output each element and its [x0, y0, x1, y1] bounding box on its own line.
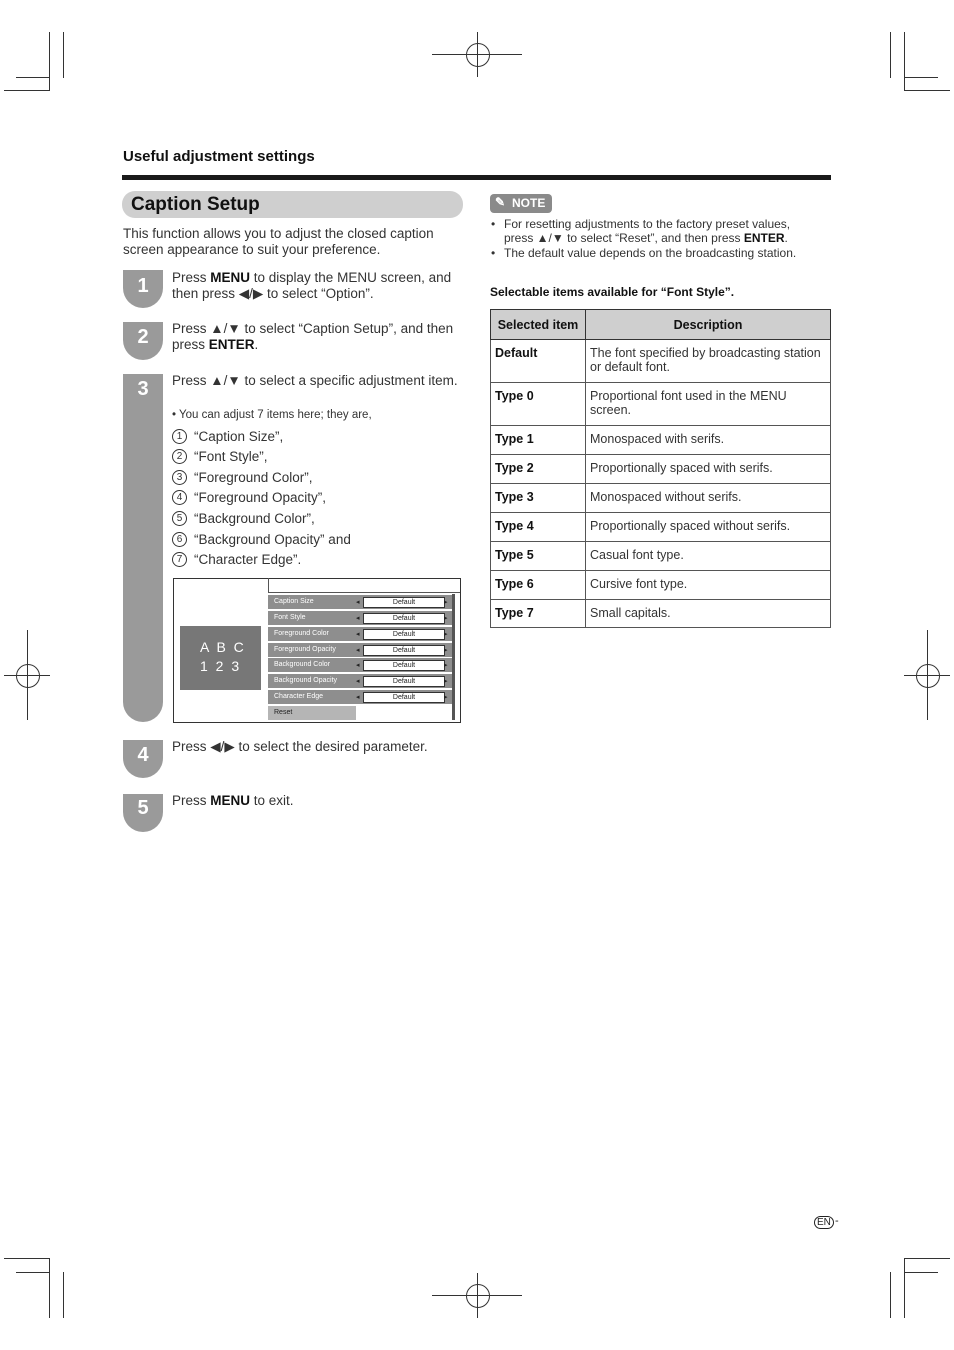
adjust-item: 5 “Background Color”,: [172, 511, 315, 526]
menu-row-background-opacity[interactable]: Background Opacity ◂ Default ▸: [268, 674, 452, 688]
step-2-number: 2: [137, 326, 149, 348]
menu-row-caption-size[interactable]: Caption Size ◂ Default ▸: [268, 595, 452, 609]
font-style-table: [490, 309, 831, 628]
section-divider: [122, 175, 831, 180]
page-title: Caption Setup: [131, 194, 260, 215]
table-row: Type 7 Small capitals.: [491, 600, 831, 628]
table-caption: Selectable items available for “Font Style”.: [490, 285, 735, 299]
adjust-item: 2 “Font Style”,: [172, 449, 268, 464]
menu-row-foreground-opacity[interactable]: Foreground Opacity ◂ Default ▸: [268, 643, 452, 657]
menu-row-foreground-color[interactable]: Foreground Color ◂ Default ▸: [268, 627, 452, 641]
caption-preview: A B C 1 2 3: [180, 626, 261, 690]
menu-reset-button[interactable]: Reset: [268, 706, 356, 720]
step-3-bullet: • You can adjust 7 items here; they are,: [172, 409, 372, 421]
adjust-item: 4 “Foreground Opacity”,: [172, 490, 326, 505]
table-header-item: Selected item: [491, 310, 586, 340]
section-header: Useful adjustment settings: [123, 148, 315, 165]
menu-row-background-color[interactable]: Background Color ◂ Default ▸: [268, 658, 452, 672]
menu-scrollbar: [452, 594, 455, 720]
adjust-item: 1 “Caption Size”,: [172, 429, 283, 444]
step-5-text: Press MENU to exit.: [172, 793, 294, 808]
step-3-text: Press ▲/▼ to select a specific adjustment item.: [172, 373, 458, 388]
intro-text: This function allows you to adjust the closed caption screen appearance to suit your preference.: [123, 226, 434, 257]
step-3-marker: [123, 374, 163, 722]
note-badge: ✎ NOTE: [490, 194, 552, 213]
table-row: Type 1 Monospaced with serifs.: [491, 426, 831, 455]
adjust-item: 3 “Foreground Color”,: [172, 470, 313, 485]
step-4-number: 4: [137, 744, 149, 766]
adjust-item: 6 “Background Opacity” and: [172, 532, 351, 547]
menu-row-character-edge[interactable]: Character Edge ◂ Default ▸: [268, 690, 452, 704]
language-badge: EN: [814, 1216, 834, 1229]
table-row: Default The font specified by broadcasting station or default font.: [491, 340, 831, 383]
page-number-dash: -: [835, 1215, 839, 1227]
step-1-text: Press MENU to display the MENU screen, and then press ◀/▶ to select “Option”.: [172, 270, 452, 301]
step-1-number: 1: [137, 275, 149, 297]
pencil-icon: ✎: [495, 195, 506, 209]
menu-row-font-style[interactable]: Font Style ◂ Default ▸: [268, 611, 452, 625]
step-2-text: Press ▲/▼ to select “Caption Setup”, and then press ENTER.: [172, 321, 454, 352]
table-row: Type 3 Monospaced without serifs.: [491, 484, 831, 513]
table-header-description: Description: [586, 310, 831, 340]
note-bullet-1: • For resetting adjustments to the factory preset values, press ▲/▼ to select “Reset”, and then press ENTER.: [491, 217, 791, 245]
table-row: Type 6 Cursive font type.: [491, 571, 831, 600]
note-bullet-2: • The default value depends on the broadcasting station.: [491, 246, 797, 260]
step-4-text: Press ◀/▶ to select the desired parameter.: [172, 739, 428, 754]
step-5-number: 5: [137, 797, 149, 819]
menu-title-bar: [268, 578, 460, 593]
table-row: Type 2 Proportionally spaced with serifs.: [491, 455, 831, 484]
table-row: Type 0 Proportional font used in the MENU screen.: [491, 383, 831, 426]
table-row: Type 5 Casual font type.: [491, 542, 831, 571]
table-row: Type 4 Proportionally spaced without serifs.: [491, 513, 831, 542]
adjust-item: 7 “Character Edge”.: [172, 552, 301, 567]
step-3-number: 3: [137, 378, 149, 400]
